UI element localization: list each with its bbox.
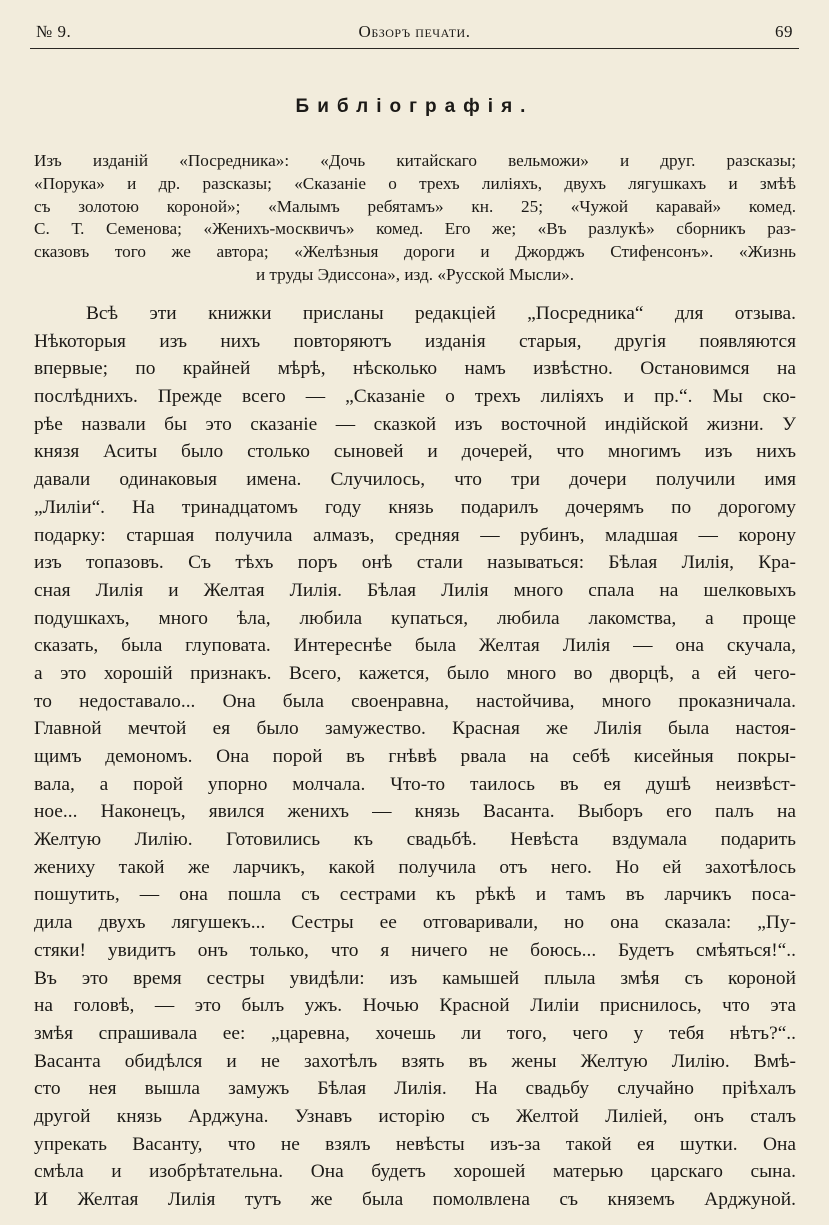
- body-line: И Желтая Лилія тутъ же была помолвлена съ княземъ Арджуной.: [34, 1189, 796, 1210]
- body-line: впервые; по крайней мѣрѣ, нѣсколько намъ извѣстно. Остановимся на: [34, 358, 796, 380]
- header-rule: [30, 48, 799, 49]
- bibliography-line: и труды Эдиссона», изд. «Русской Мысли».: [255, 264, 575, 284]
- body-line: щимъ демономъ. Она порой въ гнѣвѣ рвала на себѣ кисейныя покры-: [34, 746, 796, 767]
- body-line: упрекать Васанту, что не взялъ невѣсты изъ-за такой ея шутки. Она: [34, 1133, 796, 1155]
- bibliography-line: Изъ изданій «Посредника»: «Дочь китайскаго вельможи» и друг. разсказы;: [34, 151, 796, 170]
- body-line: Нѣкоторыя изъ нихъ повторяютъ изданія старыя, другія появляются: [34, 330, 796, 352]
- body-line: Васанта обидѣлся и не захотѣлъ взять въ жены Желтую Лилію. Вмѣ-: [34, 1050, 796, 1072]
- running-header: [30, 22, 799, 48]
- body-line: ное... Наконецъ, явился женихъ — князь Васанта. Выборъ его палъ на: [34, 801, 796, 823]
- bibliography-entry: [34, 150, 796, 287]
- bibliography-line: С. Т. Семенова; «Женихъ-москвичъ» комед. Его же; «Въ разлукѣ» сборникъ раз-: [34, 219, 796, 239]
- body-line: на головѣ, — это былъ ужъ. Ночью Красной Лиліи приснилось, что эта: [34, 995, 796, 1017]
- bibliography-line: «Порука» и др. разсказы; «Сказаніе о трехъ лиліяхъ, двухъ лягушкахъ и змѣѣ: [34, 173, 796, 193]
- body-line: стяки! увидитъ онъ только, что я ничего не боюсь... Будетъ смѣяться!“..: [34, 939, 796, 961]
- body-line: „Лиліи“. На тринадцатомъ году князь подарилъ дочерямъ по дорогому: [34, 496, 796, 518]
- bibliography-line: съ золотою короной»; «Малымъ ребятамъ» кн. 25; «Чужой каравай» комед.: [34, 196, 796, 216]
- body-line: дила двухъ лягушекъ... Сестры ее отговаривали, но она сказала: „Пу-: [34, 912, 796, 934]
- body-line: послѣднихъ. Прежде всего — „Сказаніе о трехъ лиліяхъ и пр.“. Мы ско-: [34, 386, 796, 408]
- article-body: [34, 300, 796, 1214]
- body-line: князя Аситы было столько сыновей и дочерей, что многимъ изъ нихъ: [34, 441, 796, 463]
- body-line: пошутить, — она пошла съ сестрами къ рѣкѣ и тамъ въ ларчикъ поса-: [34, 884, 796, 906]
- bibliography-line: сказовъ того же автора; «Желѣзныя дороги и Джорджъ Стифенсонъ». «Жизнь: [34, 242, 796, 262]
- body-line: изъ топазовъ. Съ тѣхъ поръ онѣ стали называться: Бѣлая Лилія, Кра-: [34, 552, 796, 574]
- section-title: Библіографія.: [295, 96, 534, 117]
- body-line: сто нея вышла замужъ Бѣлая Лилія. На свадьбу случайно пріѣхалъ: [34, 1078, 796, 1100]
- body-line: Главной мечтой ея было замужество. Красная же Лилія была настоя-: [34, 718, 796, 740]
- body-line: вала, а порой упорно молчала. Что-то таилось въ ея душѣ неизвѣст-: [34, 773, 796, 795]
- body-line: давали одинаковыя имена. Случилось, что три дочери получили имя: [34, 469, 796, 491]
- body-line: а это хорошій признакъ. Всего, кажется, было много во дворцѣ, а ей чего-: [34, 662, 796, 684]
- body-line: подушкахъ, много ѣла, любила купаться, любила лакомства, а проще: [34, 607, 796, 629]
- body-line: сная Лилія и Желтая Лилія. Бѣлая Лилія много спала на шелковыхъ: [34, 579, 796, 601]
- body-line: то недоставало... Она была своенравна, настойчива, много проказничала.: [34, 690, 796, 712]
- body-line: Желтую Лилію. Готовились къ свадьбѣ. Невѣста вздумала подарить: [34, 829, 796, 851]
- body-line: жениху такой же ларчикъ, какой получила отъ него. Но ей захотѣлось: [34, 856, 796, 878]
- body-line: рѣе назвали бы это сказаніе — сказкой изъ восточной индійской жизни. У: [34, 413, 796, 435]
- body-line: смѣла и изобрѣтательна. Она будетъ хорошей матерью царскаго сына.: [34, 1161, 796, 1183]
- body-line: сказать, была глуповата. Интереснѣе была Желтая Лилія — она скучала,: [34, 635, 796, 657]
- page-number: 69: [775, 22, 793, 41]
- body-line: Въ это время сестры увидѣли: изъ камышей плыла змѣя съ короной: [34, 967, 796, 989]
- body-line: Всѣ эти книжки присланы редакціей „Посредника“ для отзыва.: [86, 303, 796, 324]
- body-line: подарку: старшая получила алмазъ, средняя — рубинъ, младшая — корону: [34, 524, 796, 546]
- issue-number: № 9.: [36, 22, 72, 41]
- running-title: Обзоръ печати.: [358, 22, 471, 41]
- body-line: другой князь Арджуна. Узнавъ исторію съ Желтой Лиліей, онъ сталъ: [34, 1105, 796, 1127]
- body-line: змѣя спрашивала ее: „царевна, хочешь ли того, чего у тебя нѣтъ?“..: [34, 1022, 796, 1044]
